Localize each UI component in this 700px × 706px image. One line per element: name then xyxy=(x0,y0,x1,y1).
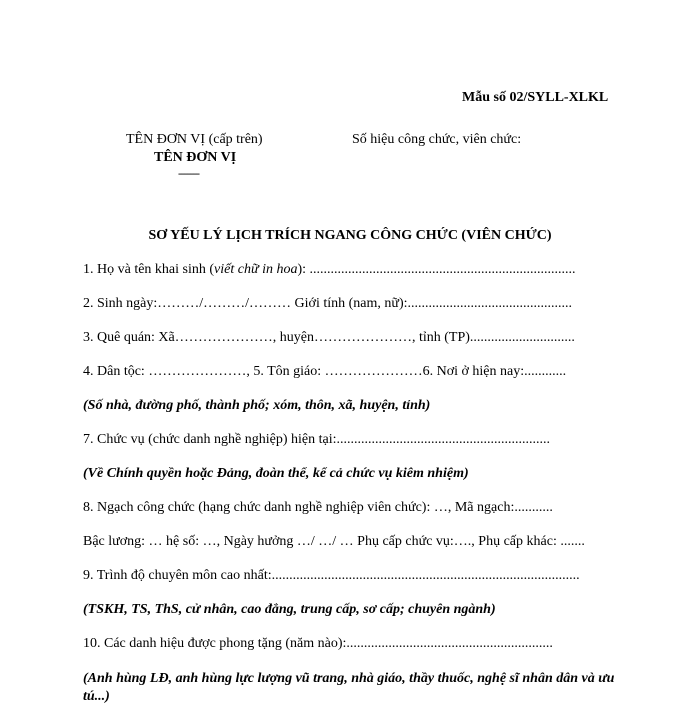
field-full-name-suffix: ): ............................................................................ xyxy=(297,262,576,277)
field-honorary-titles: 10. Các danh hiệu được phong tặng (năm nào):........................................................... xyxy=(83,636,553,651)
note-address: (Số nhà, đường phố, thành phố; xóm, thôn, xã, huyện, tỉnh) xyxy=(83,398,431,413)
org-name-label: TÊN ĐƠN VỊ xyxy=(154,150,237,165)
staff-id-label: Số hiệu công chức, viên chức: xyxy=(352,132,522,147)
field-salary: Bậc lương: … hệ số: …, Ngày hưởng …/ …/ … Phụ cấp chức vụ:…., Phụ cấp khác: ....... xyxy=(83,534,585,549)
field-civil-rank: 8. Ngạch công chức (hạng chức danh nghề nghiệp viên chức): …, Mã ngạch:........... xyxy=(83,500,553,515)
field-full-name-prefix: 1. Họ và tên khai sinh ( xyxy=(83,262,215,277)
field-birth-gender: 2. Sinh ngày:………/………/……… Giới tính (nam, nữ):............................................... xyxy=(83,296,573,311)
org-upper-label: TÊN ĐƠN VỊ (cấp trên) xyxy=(126,132,263,147)
field-current-position: 7. Chức vụ (chức danh nghề nghiệp) hiện tại:............................................................. xyxy=(83,432,550,447)
field-full-name-hint: viết chữ in hoa xyxy=(214,262,298,277)
org-divider: ------- xyxy=(178,166,199,180)
form-code: Mẫu số 02/SYLL-XLKL xyxy=(462,90,609,105)
page-title: SƠ YẾU LÝ LỊCH TRÍCH NGANG CÔNG CHỨC (VIÊN CHỨC) xyxy=(148,228,552,243)
field-qualification: 9. Trình độ chuyên môn cao nhất:........................................................................................ xyxy=(83,568,580,583)
field-hometown: 3. Quê quán: Xã…………………, huyện…………………, tỉnh (TP).............................. xyxy=(83,330,575,345)
note-honorary-titles: (Anh hùng LĐ, anh hùng lực lượng vũ trang, nhà giáo, thầy thuốc, nghệ sĩ nhân dân và ưu tú...) xyxy=(83,671,615,704)
note-degree: (TSKH, TS, ThS, cử nhân, cao đẳng, trung cấp, sơ cấp; chuyên ngành) xyxy=(83,602,496,617)
field-full-name xyxy=(83,262,576,278)
field-ethnicity-religion-residence: 4. Dân tộc: …………………, 5. Tôn giáo: …………………6. Nơi ở hiện nay:............ xyxy=(83,364,567,379)
note-position: (Về Chính quyền hoặc Đảng, đoàn thể, kể cả chức vụ kiêm nhiệm) xyxy=(83,466,469,481)
